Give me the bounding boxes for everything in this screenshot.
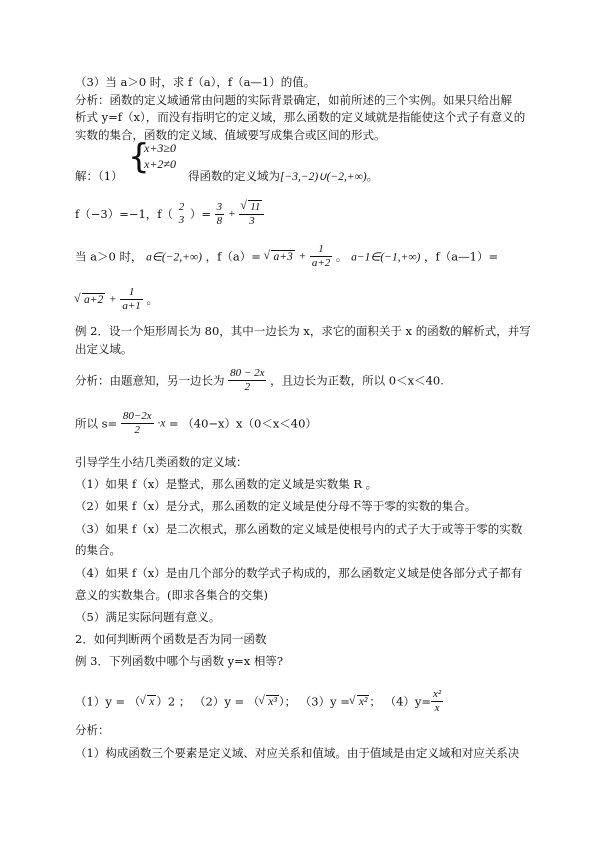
end-mark: 。 xyxy=(146,292,158,307)
text-line: 分析：函数的定义域通常由问题的实际背景确定，如前所述的三个实例。如果只给出解 xyxy=(75,93,512,107)
fraction xyxy=(228,367,266,394)
times-x: ·x xyxy=(157,417,166,430)
fragment: （1）y = （ xyxy=(75,694,141,709)
text-line: 的集合。 xyxy=(75,543,121,557)
fraction-denominator: 3 xyxy=(249,215,255,227)
text-line: 2．如何判断两个函数是否为同一函数 xyxy=(75,632,267,646)
f-a-line xyxy=(75,243,498,270)
fragment: （3）y = xyxy=(299,694,350,709)
text-line: 例 3．下列函数中哪个与函数 y=x 相等? xyxy=(75,654,284,668)
fragment: ）； xyxy=(278,694,297,709)
fraction xyxy=(177,201,187,227)
text-line: （2）如果 f（x）是分式，那么函数的定义域是使分母不等于零的实数的集合。 xyxy=(75,499,477,513)
text-line: （3）如果 f（x）是二次根式，那么函数的定义域是使根号内的式子大于或等于零的实数 xyxy=(75,522,523,536)
sqrt-term xyxy=(75,294,105,306)
fraction-denominator: 2 xyxy=(134,424,141,436)
text-line: 实数的集合，函数的定义域、值域要写成集合或区间的形式。 xyxy=(75,128,386,142)
options-line xyxy=(75,688,443,715)
fraction xyxy=(431,688,443,715)
fragment: 当 a＞0 时， xyxy=(75,249,143,264)
sqrt-expression: √ x² xyxy=(357,695,370,709)
text-line: （1）构成函数三个要素是定义域、对应关系和值域。由于值域是由定义域和对应关系决 xyxy=(75,746,520,760)
fraction-numerator: x² xyxy=(433,688,442,700)
sqrt-expression: √ x xyxy=(147,695,156,709)
fragment: ，且边长为正数，所以 0＜x＜40. xyxy=(270,373,444,388)
fragment: 所以 s= xyxy=(75,416,118,431)
fraction-denominator: 2 xyxy=(244,381,251,393)
fraction-numerator: 2 xyxy=(178,201,185,213)
fraction-denominator: 3 xyxy=(178,214,185,226)
text-line: （4）如果 f（x）是由几个部分的数学式子构成的，那么函数定义域是使各部分式子都有 xyxy=(75,566,523,580)
fraction xyxy=(121,410,154,437)
fragment: 分析：由题意知，另一边长为 xyxy=(75,373,225,388)
condition-math: a−1∈(−1,+∞) xyxy=(351,251,421,264)
fraction-numerator: 80 − 2x xyxy=(230,367,265,379)
f-values-line xyxy=(75,200,264,228)
fragment: 。 xyxy=(335,249,348,264)
solution-text xyxy=(188,168,378,184)
cube-root-expression: √ x³ xyxy=(266,695,279,709)
sqrt-expression: √ 11 xyxy=(248,200,262,214)
fragment: （4）y= xyxy=(384,694,432,709)
system-eq-2: x+2≠0 xyxy=(144,157,177,171)
fraction xyxy=(215,201,225,228)
solution-label: 解：（1） xyxy=(75,169,123,183)
area-line xyxy=(75,410,317,437)
fraction-numerator: 3 xyxy=(216,200,223,213)
sqrt-expression: √ a+3 xyxy=(271,250,294,264)
fragment: ； xyxy=(369,694,381,709)
fraction-denominator: x xyxy=(434,702,440,714)
sqrt-term xyxy=(350,696,370,708)
cube-root-term xyxy=(259,696,279,708)
sqrt-term xyxy=(140,696,156,708)
fraction xyxy=(310,243,332,270)
system-eq-1: x+3≥0 xyxy=(144,141,177,155)
text-line: （1）如果 f（x）是整式，那么函数的定义域是实数集 R 。 xyxy=(75,477,378,491)
fraction-denominator: a+2 xyxy=(311,257,331,269)
brace-symbol: { xyxy=(128,137,150,177)
condition-math: a∈(−2,+∞) xyxy=(146,251,202,264)
text-line: 析式 y=f（x），而没有指明它的定义域，那么函数的定义域就是指能使这个式子有意义的 xyxy=(75,110,526,124)
fragment: = （40−x）x（0＜x＜40） xyxy=(168,416,317,431)
text-line: 出定义域。 xyxy=(75,342,133,356)
fraction xyxy=(239,200,264,228)
plus-sign: + xyxy=(108,293,117,306)
fragment: f（−3）=−1，f（ xyxy=(75,207,174,221)
text-line: （3）当 a＞0 时，求 f（a），f（a—1）的值。 xyxy=(75,75,316,89)
fragment: ，f（a—1）= xyxy=(424,249,499,264)
fragment: ）2 ； xyxy=(156,694,191,709)
fraction-numerator: 80−2x xyxy=(122,410,152,422)
f-a-minus-1-line xyxy=(75,286,158,313)
text-line: 分析： xyxy=(75,723,110,737)
solution-domain-text: 得函数的定义域为 xyxy=(188,169,280,183)
fragment: ，f（a）= xyxy=(205,249,261,264)
text-line: 例 2．设一个矩形周长为 80，其中一边长为 x，求它的面积关于 x 的函数的解析式，并写 xyxy=(75,324,531,338)
plus-sign: + xyxy=(227,208,236,220)
analysis-line xyxy=(75,367,444,394)
sqrt-expression: √ a+2 xyxy=(82,293,105,307)
fragment: （2）y = （ xyxy=(194,694,260,709)
end-mark: 。 xyxy=(366,169,379,183)
fragment: ）= xyxy=(189,207,212,221)
fraction-denominator: 8 xyxy=(216,214,223,227)
fraction-denominator: a+1 xyxy=(122,300,141,312)
text-line: （5）满足实际问题有意义。 xyxy=(75,610,221,624)
sqrt-term xyxy=(264,251,294,263)
text-line: 引导学生小结几类函数的定义域： xyxy=(75,455,248,469)
fraction-numerator: 1 xyxy=(120,286,142,300)
fraction-numerator: 1 xyxy=(310,243,332,257)
fraction xyxy=(120,286,142,313)
plus-sign: + xyxy=(298,250,307,263)
domain-interval: [−3,−2)∪(−2,+∞) xyxy=(280,171,367,183)
text-line: 意义的实数集合。(即求各集合的交集) xyxy=(75,588,268,602)
